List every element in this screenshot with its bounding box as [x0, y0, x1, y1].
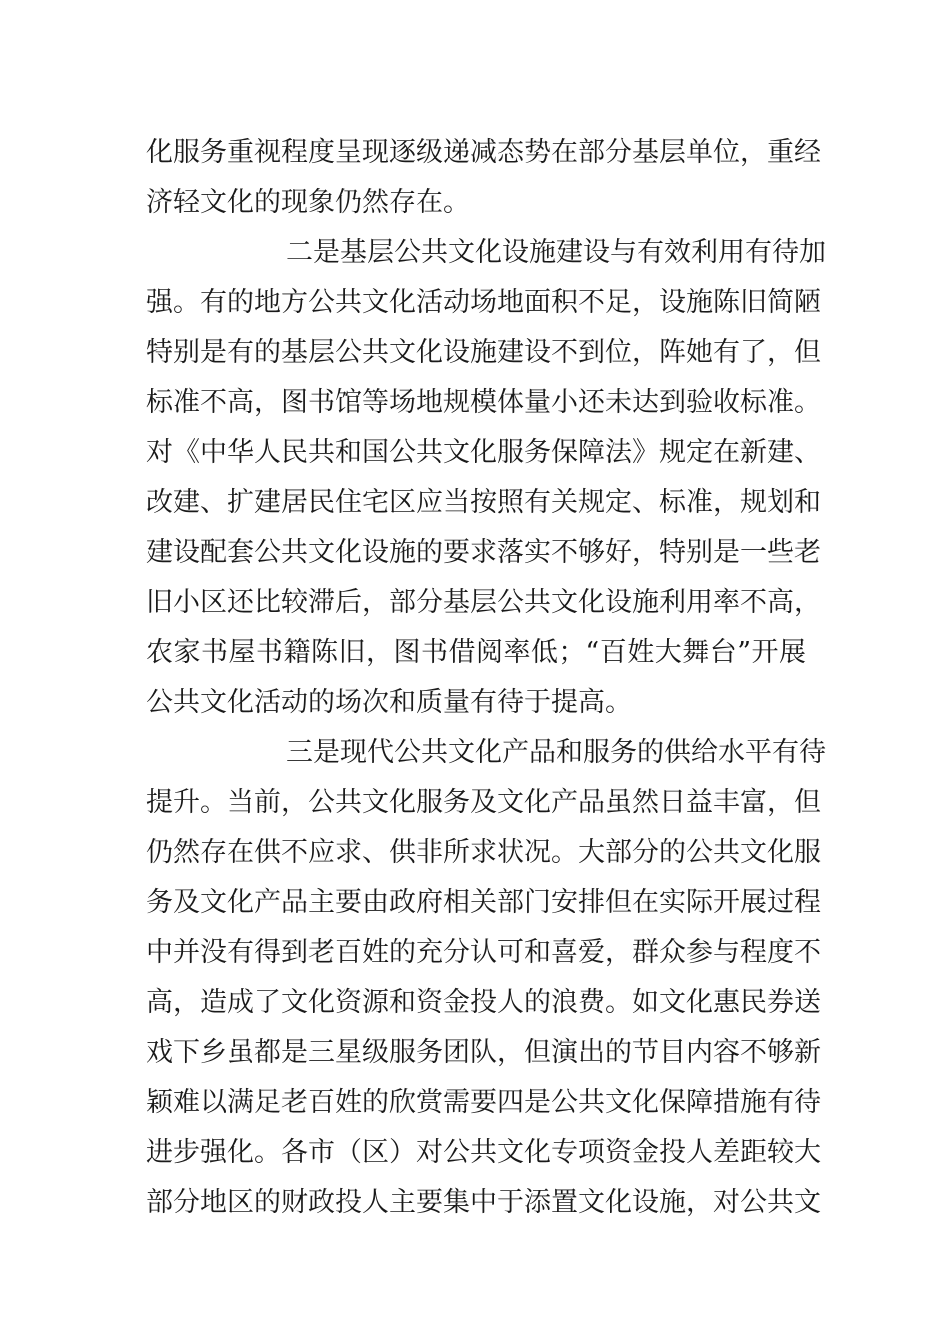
- text-line: 公共文化活动的场次和质量有待于提高。: [146, 687, 632, 718]
- text-line: 二是基层公共文化设施建设与有效利用有待加: [286, 237, 826, 268]
- text-line: 务及文化产品主要由政府相关部门安排但在实际开展过程: [146, 887, 821, 918]
- text-line: 三是现代公共文化产品和服务的供给水平有待: [286, 737, 826, 768]
- text-line: 高，造成了文化资源和资金投人的浪费。如文化惠民券送: [146, 987, 821, 1018]
- text-line: 济轻文化的现象仍然存在。: [146, 187, 470, 218]
- text-line: 对《中华人民共和国公共文化服务保障法》规定在新建、: [146, 437, 821, 468]
- text-line: 中并没有得到老百姓的充分认可和喜爱，群众参与程度不: [146, 937, 821, 968]
- text-line: 标准不高，图书馆等场地规模体量小还未达到验收标准。: [146, 387, 821, 418]
- text-line: 颖难以满足老百姓的欣赏需要四是公共文化保障措施有待: [146, 1087, 821, 1118]
- text-line: 改建、扩建居民住宅区应当按照有关规定、标准，规划和: [146, 487, 821, 518]
- text-line: 仍然存在供不应求、供非所求状况。大部分的公共文化服: [146, 837, 821, 868]
- text-line: 建设配套公共文化设施的要求落实不够好，特别是一些老: [146, 537, 821, 568]
- text-line: 旧小区还比较滞后，部分基层公共文化设施利用率不高，: [146, 587, 821, 618]
- text-line: 进步强化。各市（区）对公共文化专项资金投人差距较大: [146, 1137, 821, 1168]
- text-line: 部分地区的财政投人主要集中于添置文化设施，对公共文: [146, 1187, 821, 1218]
- text-line: 化服务重视程度呈现逐级递减态势在部分基层单位，重经: [146, 137, 821, 168]
- text-line: 提升。当前，公共文化服务及文化产品虽然日益丰富，但: [146, 787, 821, 818]
- text-line: 农家书屋书籍陈旧，图书借阅率低；“百姓大舞台”开展: [146, 637, 806, 668]
- text-line: 特别是有的基层公共文化设施建设不到位，阵她有了，但: [146, 337, 821, 368]
- text-line: 强。有的地方公共文化活动场地面积不足，设施陈旧简陋: [146, 287, 821, 318]
- text-line: 戏下乡虽都是三星级服务团队，但演出的节目内容不够新: [146, 1037, 821, 1068]
